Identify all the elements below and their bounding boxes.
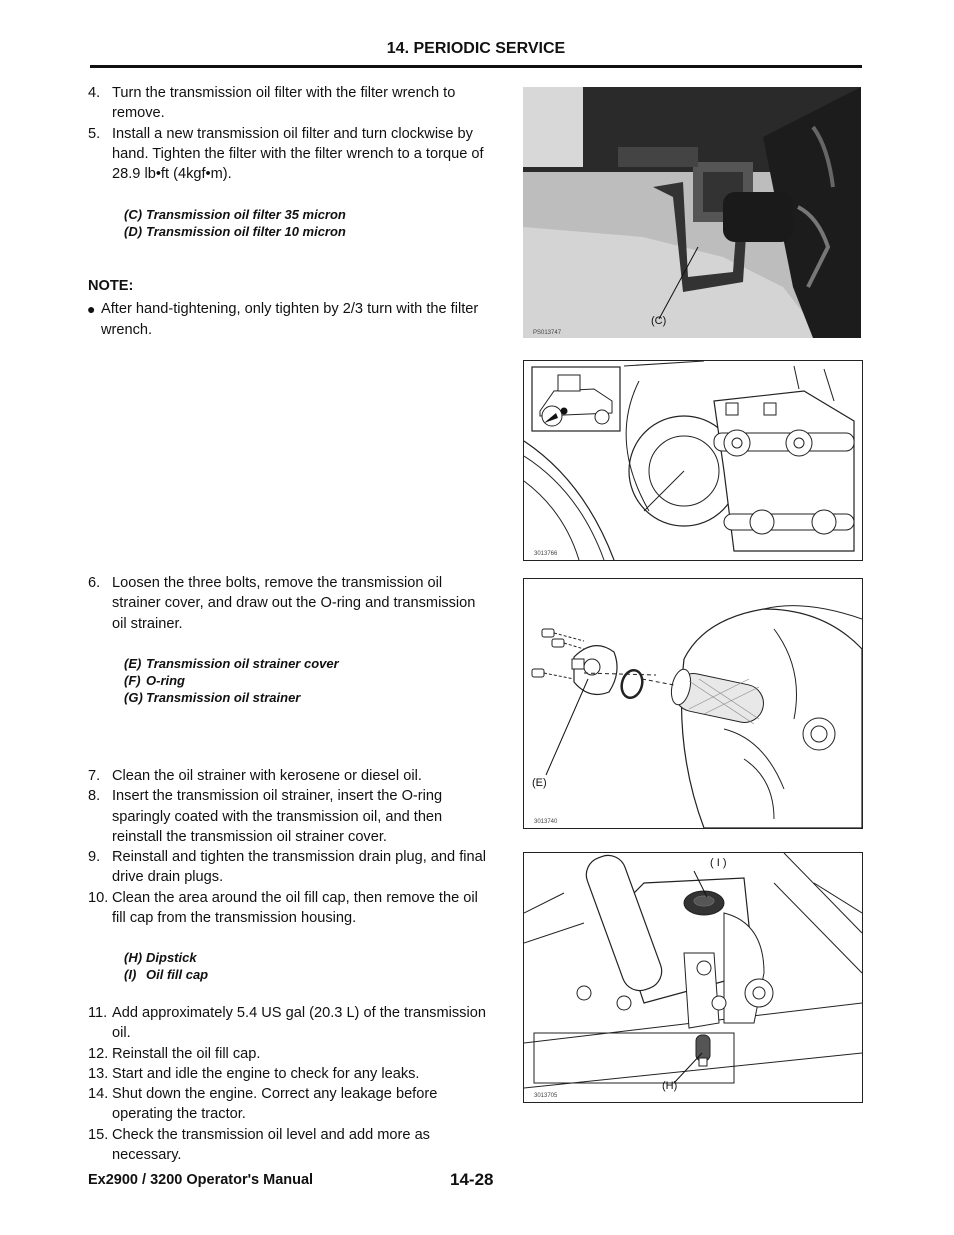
caption-i	[124, 966, 488, 983]
figure-code: 3013766	[534, 551, 558, 557]
step-number: 4.	[88, 85, 101, 101]
step-11	[88, 1003, 488, 1044]
steps-group-4	[88, 1003, 488, 1165]
callout-c: (C)	[651, 315, 667, 327]
captions-group-2	[88, 655, 488, 706]
step-text: Install a new transmission oil filter and turn clockwise by hand. Tighten the filter with the filter wrench to a torque of 28.9 lb•ft (4kgf•m).	[112, 125, 484, 183]
caption-key: (H)	[124, 950, 143, 965]
callout-h: (H)	[662, 1080, 678, 1092]
step-number: 9.	[88, 849, 101, 866]
caption-text: Transmission oil strainer cover	[146, 656, 339, 671]
figure-oil-filter-photo	[523, 87, 861, 338]
header-divider	[90, 65, 862, 68]
caption-key: (G)	[124, 690, 143, 705]
step-text: Turn the transmission oil filter with the filter wrench to remove.	[112, 85, 456, 122]
step-number: 7.	[88, 768, 101, 784]
callout-e: (E)	[532, 777, 547, 789]
footer-manual-title: Ex2900 / 3200 Operator's Manual	[88, 1172, 314, 1188]
step-7	[88, 766, 488, 786]
step-text: Insert the transmission oil strainer, insert the O-ring sparingly coated with the transmission oil, and then reinstall the transmission oil strainer cover.	[112, 788, 443, 845]
page-header-title: 14. PERIODIC SERVICE	[386, 40, 566, 57]
note-block	[88, 276, 488, 340]
bullet-icon: ●	[87, 301, 96, 318]
step-text: Check the transmission oil level and add more as necessary.	[112, 1126, 430, 1164]
caption-e	[124, 655, 488, 672]
figure-strainer-exploded	[523, 578, 863, 829]
captions-group-1	[88, 206, 488, 240]
strainer-exploded-illustration	[524, 579, 862, 828]
step-5	[88, 124, 488, 185]
caption-d	[124, 223, 488, 240]
step-text: Clean the area around the oil fill cap, then remove the oil fill cap from the transmission housing.	[112, 889, 478, 927]
figure-strainer-location	[523, 360, 863, 561]
step-14	[88, 1084, 488, 1125]
step-number: 12.	[88, 1045, 109, 1062]
caption-key: (E)	[124, 656, 142, 671]
note-bullet-item	[88, 299, 488, 340]
step-8	[88, 786, 488, 847]
step-4	[88, 83, 488, 124]
caption-text: Dipstick	[146, 950, 197, 965]
figure-code: PS013747	[533, 330, 562, 336]
step-text: Clean the oil strainer with kerosene or diesel oil.	[112, 768, 422, 784]
caption-key: (D)	[124, 224, 143, 239]
steps-group-2	[88, 573, 488, 634]
step-number: 10.	[88, 889, 109, 906]
step-text: Loosen the three bolts, remove the transmission oil strainer cover, and draw out the O-ring and transmission oil strainer.	[112, 575, 476, 632]
steps-group-3	[88, 766, 488, 928]
step-text: Reinstall the oil fill cap.	[112, 1045, 261, 1062]
caption-key: (F)	[124, 673, 141, 688]
step-number: 6.	[88, 575, 101, 591]
caption-h	[124, 949, 488, 966]
caption-text: Transmission oil filter 35 micron	[146, 207, 346, 222]
figure-code: 3013705	[534, 1093, 558, 1099]
step-10	[88, 888, 488, 929]
step-6	[88, 573, 488, 634]
note-text: After hand-tightening, only tighten by 2/3 turn with the filter wrench.	[101, 301, 479, 338]
figure-code: 3013740	[534, 819, 558, 825]
step-text: Start and idle the engine to check for any leaks.	[112, 1065, 420, 1082]
caption-key: (I)	[124, 967, 137, 982]
step-text: Reinstall and tighten the transmission drain plug, and final drive drain plugs.	[112, 849, 486, 886]
caption-c	[124, 206, 488, 223]
step-text: Add approximately 5.4 US gal (20.3 L) of the transmission oil.	[112, 1005, 486, 1042]
step-number: 15.	[88, 1126, 109, 1143]
step-number: 11.	[88, 1005, 108, 1021]
footer-page-number: 14-28	[450, 1170, 494, 1189]
step-number: 13.	[88, 1065, 109, 1082]
caption-text: Transmission oil filter 10 micron	[146, 224, 346, 239]
caption-text: Transmission oil strainer	[146, 690, 301, 705]
step-13	[88, 1064, 488, 1084]
caption-key: (C)	[124, 207, 143, 222]
caption-text: O-ring	[146, 673, 185, 688]
step-15	[88, 1125, 488, 1166]
caption-g	[124, 689, 488, 706]
caption-f	[124, 672, 488, 689]
fill-cap-dipstick-illustration	[524, 853, 862, 1102]
figure-fill-cap-dipstick	[523, 852, 863, 1103]
step-9	[88, 847, 488, 888]
step-text: Shut down the engine. Correct any leakage before operating the tractor.	[112, 1086, 438, 1123]
note-title: NOTE:	[88, 278, 134, 294]
step-number: 14.	[88, 1086, 109, 1103]
strainer-location-illustration	[524, 361, 862, 560]
captions-group-3	[88, 949, 488, 983]
callout-i: ( I )	[710, 857, 727, 869]
step-number: 5.	[88, 125, 101, 142]
caption-text: Oil fill cap	[146, 967, 209, 982]
oil-filter-photo-illustration	[523, 87, 861, 338]
step-12	[88, 1044, 488, 1064]
step-number: 8.	[88, 788, 101, 805]
steps-group-1	[88, 83, 488, 184]
